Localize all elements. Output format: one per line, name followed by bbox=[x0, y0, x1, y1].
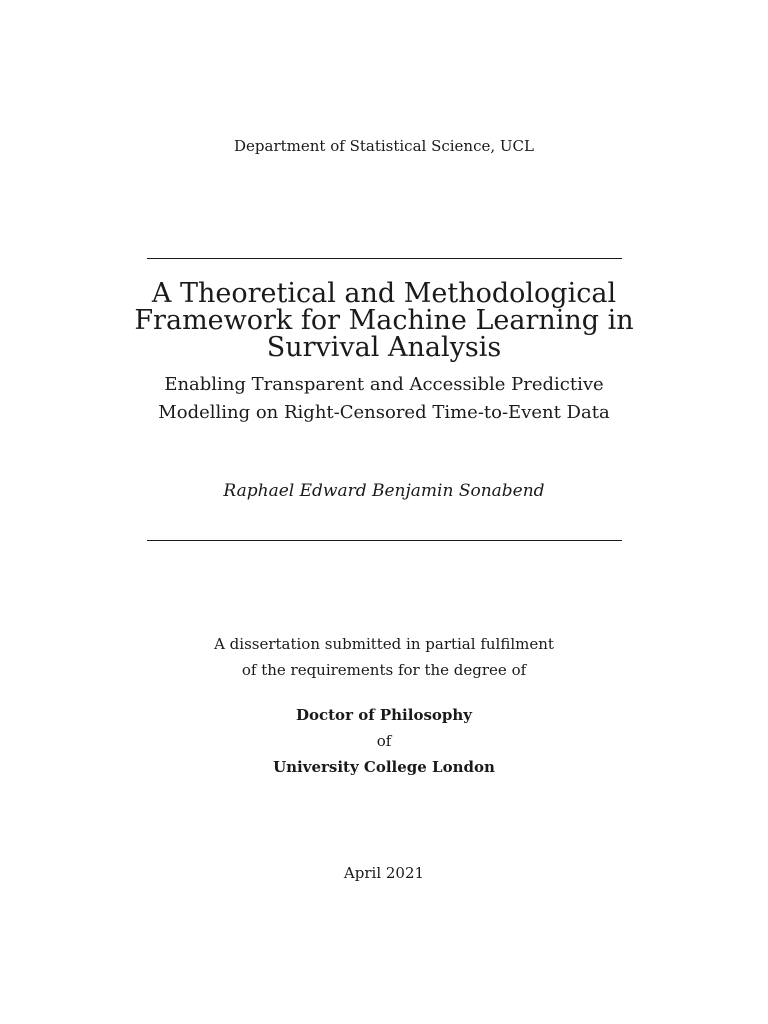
thesis-title-line: Survival Analysis bbox=[266, 332, 502, 363]
thesis-title-line: Framework for Machine Learning in bbox=[134, 305, 634, 336]
department: Department of Statistical Science, UCL bbox=[234, 137, 534, 155]
submission-statement-line: A dissertation submitted in partial fulfilment bbox=[214, 635, 554, 653]
institution-name: University College London bbox=[273, 758, 495, 776]
thesis-subtitle bbox=[0, 371, 768, 427]
submission-statement bbox=[0, 631, 768, 683]
thesis-title bbox=[0, 280, 768, 361]
bottom-rule bbox=[147, 540, 622, 541]
thesis-subtitle-line: Modelling on Right-Censored Time-to-Event Data bbox=[158, 402, 610, 423]
degree-of: of bbox=[376, 732, 392, 750]
degree-block bbox=[0, 702, 768, 780]
degree-name: Doctor of Philosophy bbox=[295, 706, 473, 724]
submission-statement-line: of the requirements for the degree of bbox=[241, 661, 527, 679]
submission-date: April 2021 bbox=[343, 864, 425, 882]
thesis-title-line: A Theoretical and Methodological bbox=[151, 278, 617, 309]
top-rule bbox=[147, 258, 622, 259]
author-name: Raphael Edward Benjamin Sonabend bbox=[223, 481, 545, 501]
thesis-subtitle-line: Enabling Transparent and Accessible Predictive bbox=[164, 374, 604, 395]
